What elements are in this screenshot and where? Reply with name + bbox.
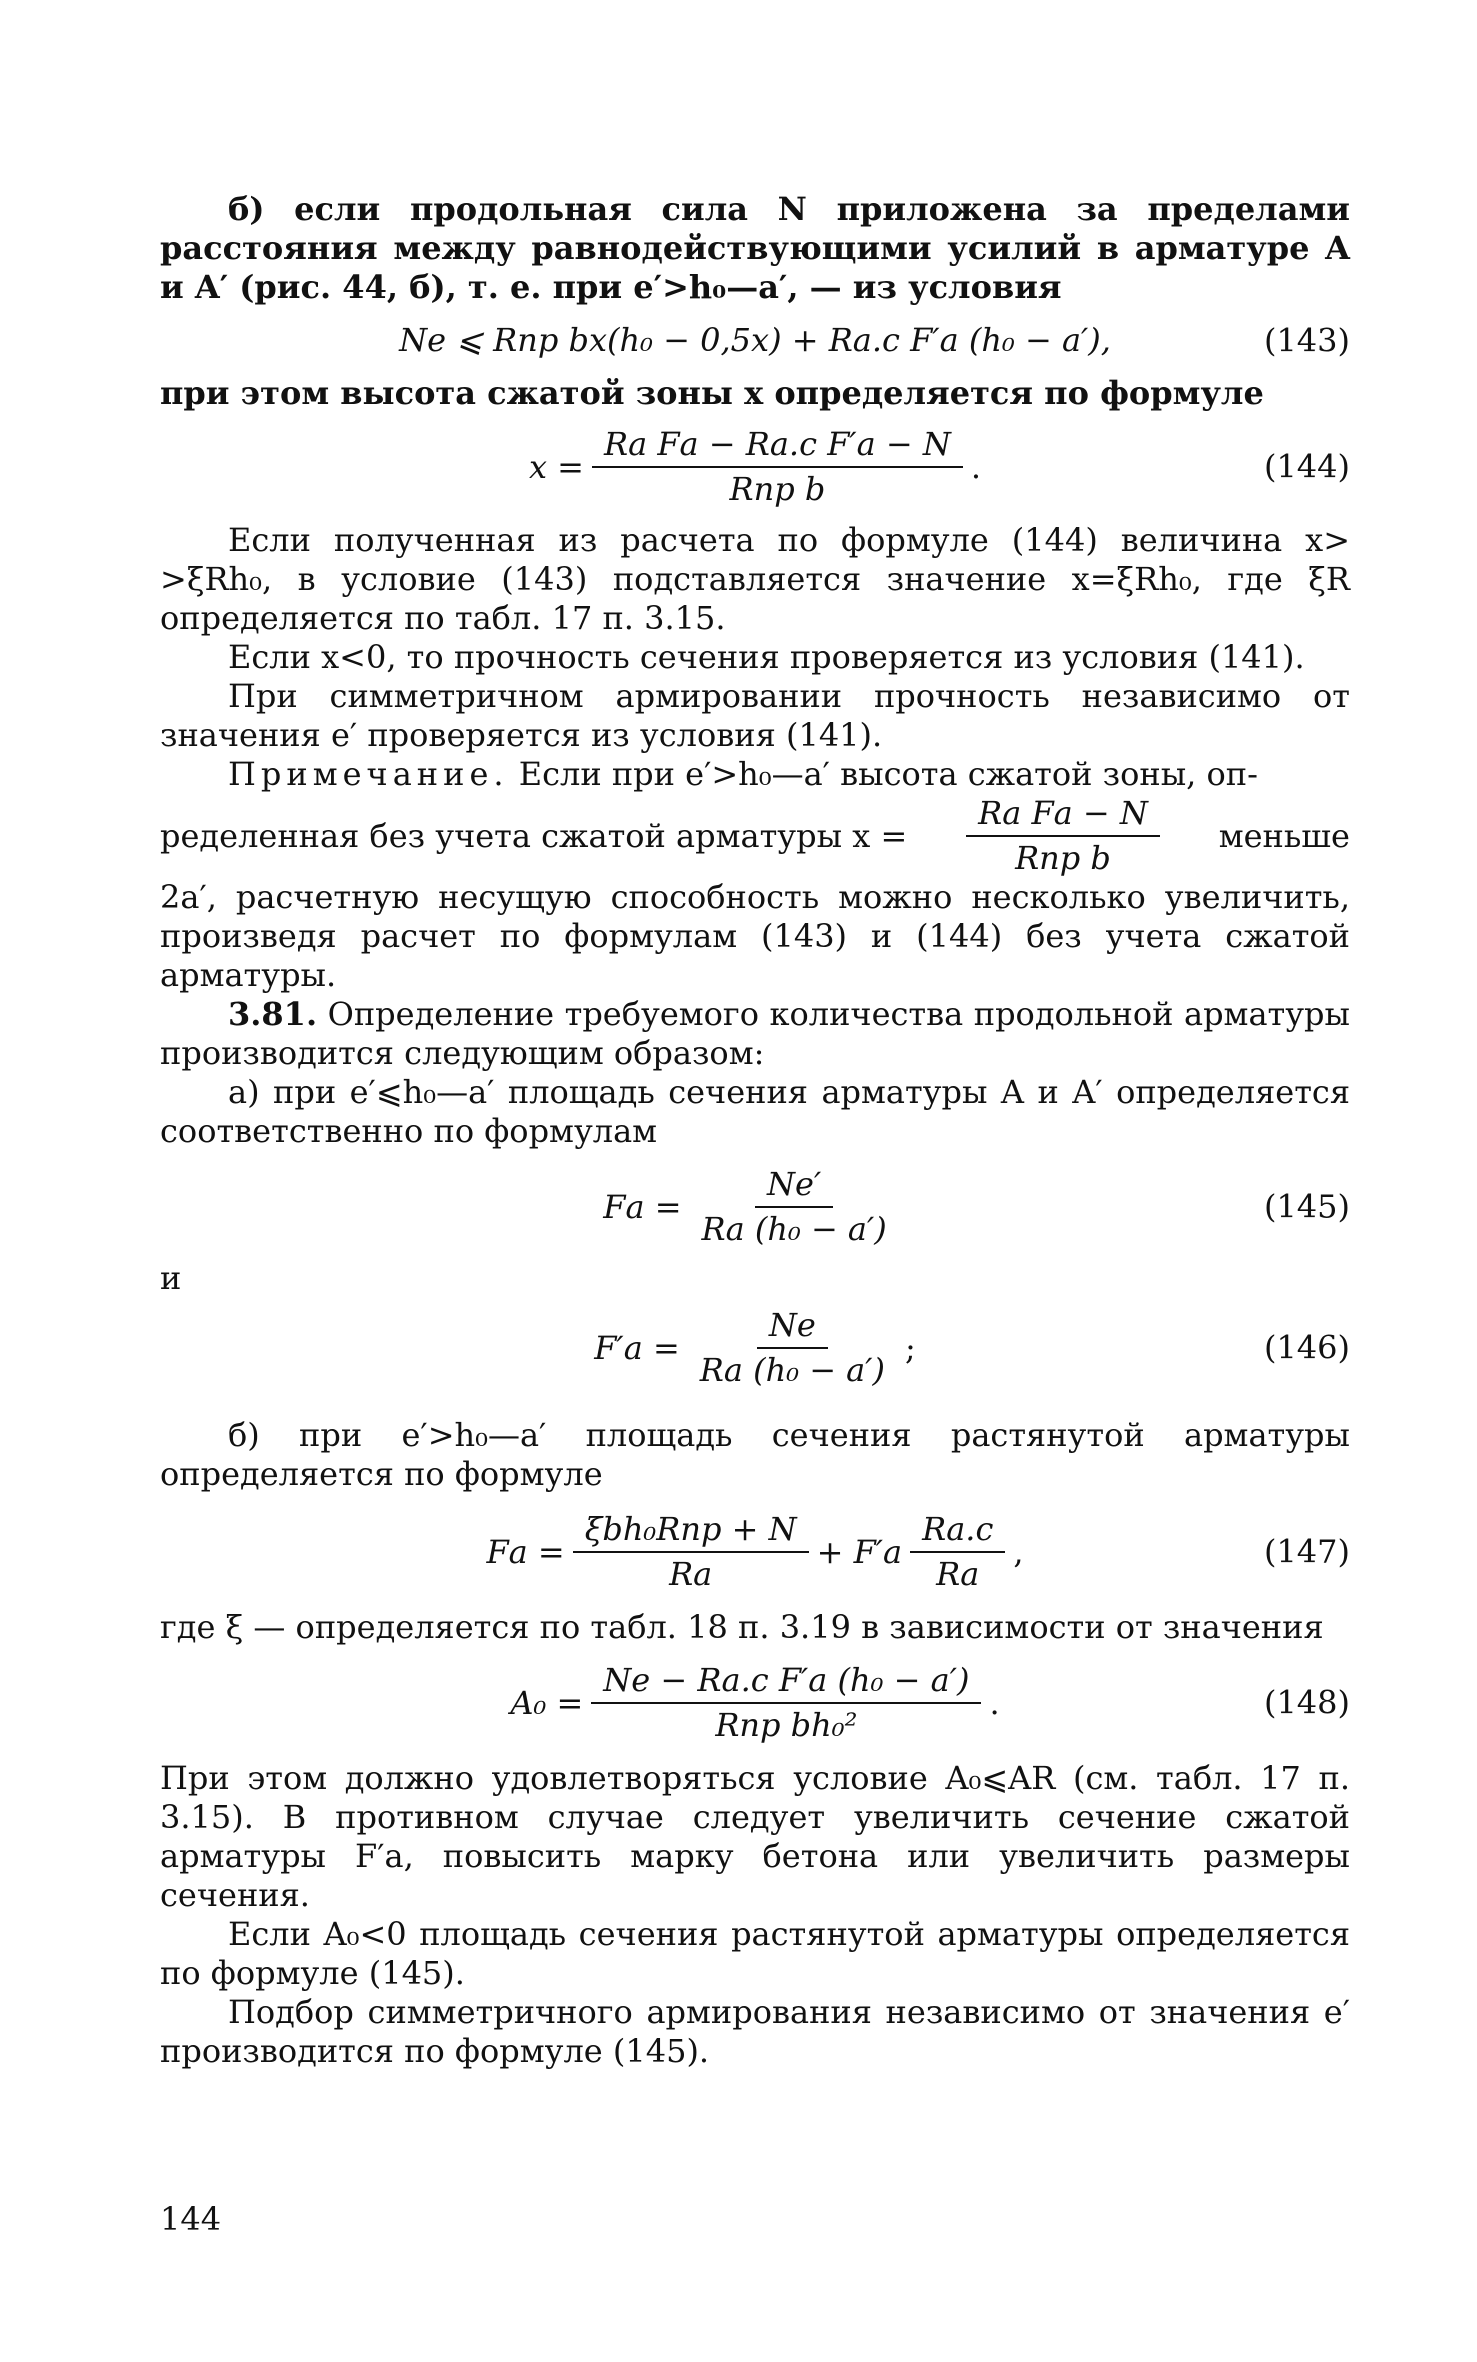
page-body xyxy=(160,190,1350,2071)
note-right: меньше xyxy=(1218,816,1350,855)
note-rest: 2a′, расчетную несущую способность можно несколько увеличить, произведя расчет по формулам (143) и (144) без учета сжатой арматуры. xyxy=(160,878,1350,994)
paragraph-xi: где ξ — определяется по табл. 18 п. 3.19 в зависимости от значения xyxy=(160,1608,1324,1646)
numerator: Rа.с xyxy=(910,1510,1005,1553)
note-left: ределенная без учета сжатой арматуры x = xyxy=(160,816,908,855)
note-line-2 xyxy=(160,794,1350,878)
fraction xyxy=(591,1661,981,1745)
equation-143-body: Ne ⩽ Rпр bx(h₀ − 0,5x) + Rа.с F′а (h₀ − a′), xyxy=(399,321,1111,359)
equation-number: (148) xyxy=(1263,1683,1350,1722)
equation-middle: + F′а xyxy=(816,1532,903,1571)
equation-148 xyxy=(160,1661,1350,1745)
numerator: ξbh₀Rпр + N xyxy=(573,1510,809,1553)
equation-number: (146) xyxy=(1263,1328,1350,1367)
paragraph-1: Если полученная из расчета по формуле (144) величина x> >ξRh₀, в условие (143) подставляется значение x=ξRh₀, где ξR определяется по табл. 17 п. 3.15. xyxy=(160,521,1350,637)
note-text: Если при e′>h₀—a′ высота сжатой зоны, оп- xyxy=(518,755,1258,793)
note-line-1 xyxy=(160,755,1350,794)
denominator: Rпр b xyxy=(1015,839,1111,877)
equation-lhs: F′а = xyxy=(594,1328,680,1367)
equation-146 xyxy=(160,1306,1350,1390)
equation-145 xyxy=(160,1165,1350,1249)
denominator: Rпр bh₀² xyxy=(715,1706,858,1744)
fraction xyxy=(688,1306,897,1390)
paragraph-2: Если x<0, то прочность сечения проверяется из условия (141). xyxy=(228,638,1305,676)
fraction-1 xyxy=(573,1510,809,1594)
paragraph-b: б) если продольная сила N приложена за пределами расстояния между равнодействующими усилий в арматуре A и A′ (рис. 44, б), т. е. при e′>h₀—a′, — из условия xyxy=(160,190,1350,306)
paragraph-height: при этом высота сжатой зоны x определяется по формуле xyxy=(160,374,1264,412)
equation-number: (144) xyxy=(1263,447,1350,486)
equation-147 xyxy=(160,1510,1350,1594)
paragraph-5: Если A₀<0 площадь сечения растянутой арматуры определяется по формуле (145). xyxy=(160,1915,1350,1992)
equation-lhs: Fа = xyxy=(486,1532,565,1571)
equation-tail: ; xyxy=(905,1328,916,1367)
note-label: Примечание. xyxy=(228,755,509,793)
equation-number: (147) xyxy=(1263,1532,1350,1571)
equation-lhs: A₀ = xyxy=(510,1683,584,1722)
paragraph-a: а) при e′⩽h₀—a′ площадь сечения арматуры A и A′ определяется соответственно по формулам xyxy=(160,1073,1350,1150)
fraction xyxy=(690,1165,899,1249)
equation-tail: , xyxy=(1013,1532,1024,1571)
section-3-81 xyxy=(160,995,1350,1073)
denominator: Rа xyxy=(936,1555,980,1593)
equation-lhs: Fа = xyxy=(603,1187,682,1226)
paragraph-6: Подбор симметричного армирования независимо от значения e′ производится по формуле (145). xyxy=(160,1993,1350,2070)
page-number: 144 xyxy=(160,2200,222,2238)
section-text: Определение требуемого количества продольной арматуры производится следующим образом: xyxy=(160,995,1351,1072)
paragraph-4: При этом должно удовлетворяться условие A₀⩽AR (см. табл. 17 п. 3.15). В противном случае следует увеличить сечение сжатой арматуры F′а, повысить марку бетона или увеличить размеры сечения. xyxy=(160,1759,1350,1914)
numerator: Ne − Rа.с F′а (h₀ − a′) xyxy=(591,1661,981,1704)
numerator: Rа Fа − N xyxy=(966,794,1160,837)
equation-144 xyxy=(160,425,1350,509)
conjunction-and: и xyxy=(160,1259,182,1297)
denominator: Rа xyxy=(669,1555,713,1593)
fraction xyxy=(592,425,963,509)
numerator: Ne xyxy=(757,1306,828,1349)
paragraph-3: При симметричном армировании прочность независимо от значения e′ проверяется из условия (141). xyxy=(160,677,1350,754)
denominator: Rа (h₀ − a′) xyxy=(701,1210,887,1248)
equation-number: (145) xyxy=(1263,1187,1350,1226)
equation-143 xyxy=(160,321,1350,360)
numerator: Rа Fа − Rа.с F′а − N xyxy=(592,425,963,468)
paragraph-b2: б) при e′>h₀—a′ площадь сечения растянутой арматуры определяется по формуле xyxy=(160,1416,1350,1493)
note-fraction xyxy=(966,794,1160,878)
section-number: 3.81. xyxy=(228,995,318,1033)
fraction-2 xyxy=(910,1510,1005,1594)
denominator: Rа (h₀ − a′) xyxy=(699,1351,885,1389)
denominator: Rпр b xyxy=(729,470,826,508)
equation-lhs: x = xyxy=(528,447,584,486)
equation-number: (143) xyxy=(1263,321,1350,359)
numerator: Ne′ xyxy=(755,1165,833,1208)
equation-tail: . xyxy=(989,1683,1000,1722)
equation-tail: . xyxy=(970,447,982,486)
